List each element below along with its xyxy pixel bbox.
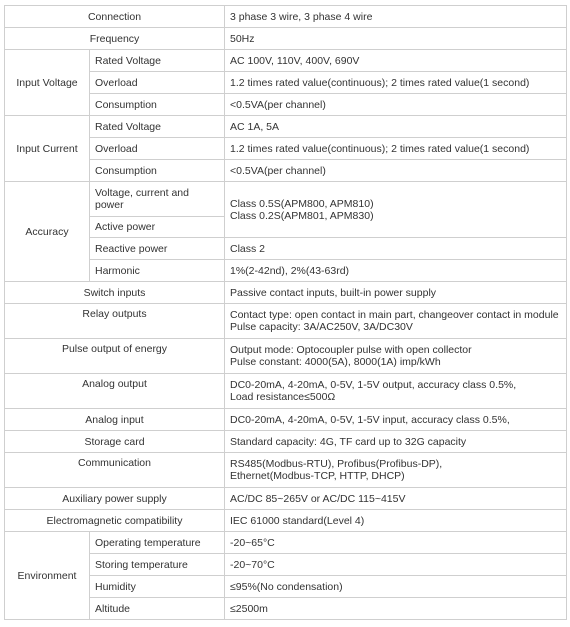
row-label-frequency: Frequency — [5, 28, 225, 50]
communication-line-1: RS485(Modbus-RTU), Profibus(Profibus-DP), — [230, 458, 443, 470]
sub-label-harmonic: Harmonic — [90, 260, 225, 282]
row-value-aux-power: AC/DC 85~265V or AC/DC 115~415V — [225, 488, 567, 510]
row-label-storage-card: Storage card — [5, 431, 225, 453]
table-row — [5, 453, 567, 488]
sub-label-vcp: Voltage, current and power — [90, 182, 225, 217]
row-value-analog-output — [225, 374, 567, 409]
table-row — [5, 260, 567, 282]
table-row — [5, 374, 567, 409]
sub-value-overload: 1.2 times rated value(continuous); 2 times rated value(1 second) — [225, 72, 567, 94]
table-row — [5, 510, 567, 532]
sub-label-rated-voltage: Rated Voltage — [90, 50, 225, 72]
row-value-connection: 3 phase 3 wire, 3 phase 4 wire — [225, 6, 567, 28]
sub-label-overload: Overload — [90, 138, 225, 160]
table-row — [5, 409, 567, 431]
sub-value-rated-current: AC 1A, 5A — [225, 116, 567, 138]
table-row — [5, 116, 567, 138]
sub-value-operating-temperature: -20~65°C — [225, 532, 567, 554]
sub-value-consumption: <0.5VA(per channel) — [225, 160, 567, 182]
table-row — [5, 160, 567, 182]
relay-line-1: Contact type: open contact in main part, changeover contact in module — [230, 309, 559, 321]
sub-value-class — [225, 182, 567, 238]
table-row — [5, 94, 567, 116]
class-line-2: Class 0.2S(APM801, APM830) — [230, 209, 374, 222]
sub-label-reactive-power: Reactive power — [90, 238, 225, 260]
row-value-relay-outputs — [225, 304, 567, 339]
sub-label-storing-temperature: Storing temperature — [90, 554, 225, 576]
sub-value-storing-temperature: -20~70°C — [225, 554, 567, 576]
table-row — [5, 50, 567, 72]
row-label-pulse-output: Pulse output of energy — [5, 339, 225, 374]
sub-label-altitude: Altitude — [90, 598, 225, 620]
row-label-analog-output: Analog output — [5, 374, 225, 409]
sub-label-rated-voltage: Rated Voltage — [90, 116, 225, 138]
sub-value-overload: 1.2 times rated value(continuous); 2 times rated value(1 second) — [225, 138, 567, 160]
row-label-switch-inputs: Switch inputs — [5, 282, 225, 304]
sub-value-rated-voltage: AC 100V, 110V, 400V, 690V — [225, 50, 567, 72]
analog-output-line-1: DC0-20mA, 4-20mA, 0-5V, 1-5V output, accuracy class 0.5%, — [230, 379, 517, 391]
table-row — [5, 554, 567, 576]
row-value-analog-input: DC0-20mA, 4-20mA, 0-5V, 1-5V input, accuracy class 0.5%, — [225, 409, 567, 431]
row-label-emc: Electromagnetic compatibility — [5, 510, 225, 532]
table-row — [5, 431, 567, 453]
table-row — [5, 488, 567, 510]
table-row — [5, 576, 567, 598]
row-value-switch-inputs: Passive contact inputs, built-in power supply — [225, 282, 567, 304]
table-row — [5, 304, 567, 339]
row-label-analog-input: Analog input — [5, 409, 225, 431]
group-label-environment: Environment — [5, 532, 90, 620]
sub-value-humidity: ≤95%(No condensation) — [225, 576, 567, 598]
table-row — [5, 72, 567, 94]
analog-output-line-2: Load resistance≤500Ω — [230, 391, 336, 403]
row-value-pulse-output — [225, 339, 567, 374]
sub-value-harmonic: 1%(2-42nd), 2%(43-63rd) — [225, 260, 567, 282]
sub-label-humidity: Humidity — [90, 576, 225, 598]
group-label-input-voltage: Input Voltage — [5, 50, 90, 116]
row-value-frequency: 50Hz — [225, 28, 567, 50]
table-row — [5, 339, 567, 374]
pulse-line-1: Output mode: Optocoupler pulse with open collector — [230, 344, 472, 356]
group-label-input-current: Input Current — [5, 116, 90, 182]
row-label-relay-outputs: Relay outputs — [5, 304, 225, 339]
communication-line-2: Ethernet(Modbus-TCP, HTTP, DHCP) — [230, 470, 405, 482]
group-label-accuracy: Accuracy — [5, 182, 90, 282]
row-value-communication — [225, 453, 567, 488]
relay-line-2: Pulse capacity: 3A/AC250V, 3A/DC30V — [230, 321, 413, 333]
table-row — [5, 138, 567, 160]
table-row — [5, 28, 567, 50]
row-label-communication: Communication — [5, 453, 225, 488]
row-value-emc: IEC 61000 standard(Level 4) — [225, 510, 567, 532]
table-row — [5, 182, 567, 217]
pulse-line-2: Pulse constant: 4000(5A), 8000(1A) imp/kWh — [230, 356, 441, 368]
row-label-connection: Connection — [5, 6, 225, 28]
table-row — [5, 6, 567, 28]
sub-label-overload: Overload — [90, 72, 225, 94]
class-line-1: Class 0.5S(APM800, APM810) — [230, 197, 374, 210]
table-row — [5, 282, 567, 304]
row-value-storage-card: Standard capacity: 4G, TF card up to 32G capacity — [225, 431, 567, 453]
sub-label-consumption: Consumption — [90, 160, 225, 182]
table-row — [5, 238, 567, 260]
spec-table — [4, 5, 567, 620]
sub-label-active-power: Active power — [90, 217, 225, 238]
table-row — [5, 532, 567, 554]
sub-value-consumption: <0.5VA(per channel) — [225, 94, 567, 116]
table-row — [5, 598, 567, 620]
sub-label-consumption: Consumption — [90, 94, 225, 116]
sub-value-altitude: ≤2500m — [225, 598, 567, 620]
sub-label-operating-temperature: Operating temperature — [90, 532, 225, 554]
sub-value-reactive-power: Class 2 — [225, 238, 567, 260]
row-label-aux-power: Auxiliary power supply — [5, 488, 225, 510]
